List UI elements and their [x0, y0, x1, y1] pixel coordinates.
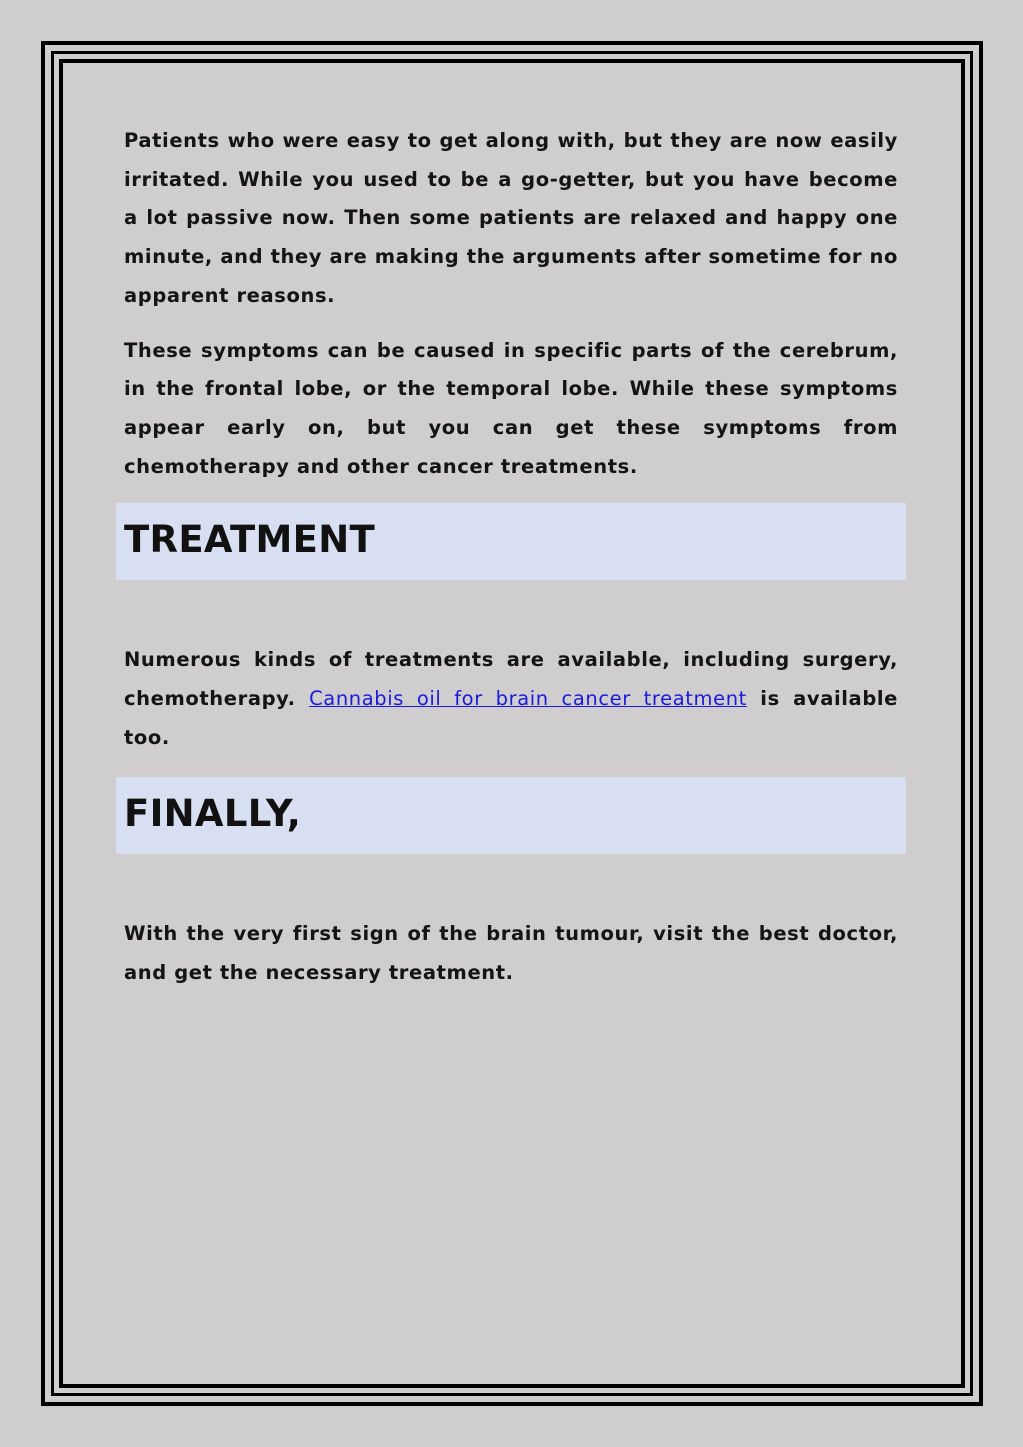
heading-treatment-title: TREATMENT [124, 518, 376, 562]
treatment-text-start: Numerous kinds of treatments are available, including surgery, chemotherapy. [124, 648, 898, 711]
paragraph-symptoms-behavior: Patients who were easy to get along with, but they are now easily irritated. While you used to be a go-getter, but you have become a lot passive now. Then some patients are relaxed and happy one minute, and they are making the arguments after sometime for no apparent reasons. [124, 129, 898, 307]
section-heading-treatment [116, 503, 906, 580]
heading-finally-title: FINALLY, [124, 792, 302, 836]
document-content [124, 122, 898, 1009]
treatment-text-end: is available too. [124, 687, 898, 749]
paragraph-treatment [124, 641, 898, 757]
paragraph-finally: With the very first sign of the brain tumour, visit the best doctor, and get the necessary treatment. [124, 922, 898, 985]
section-heading-finally [116, 777, 906, 854]
paragraph-symptoms-causes: These symptoms can be caused in specific parts of the cerebrum, in the frontal lobe, or the temporal lobe. While these symptoms appear early on, but you can get these symptoms from chemotherapy and other cancer treatments. [124, 338, 898, 478]
cannabis-oil-link[interactable]: Cannabis oil for brain cancer treatment [309, 687, 747, 711]
